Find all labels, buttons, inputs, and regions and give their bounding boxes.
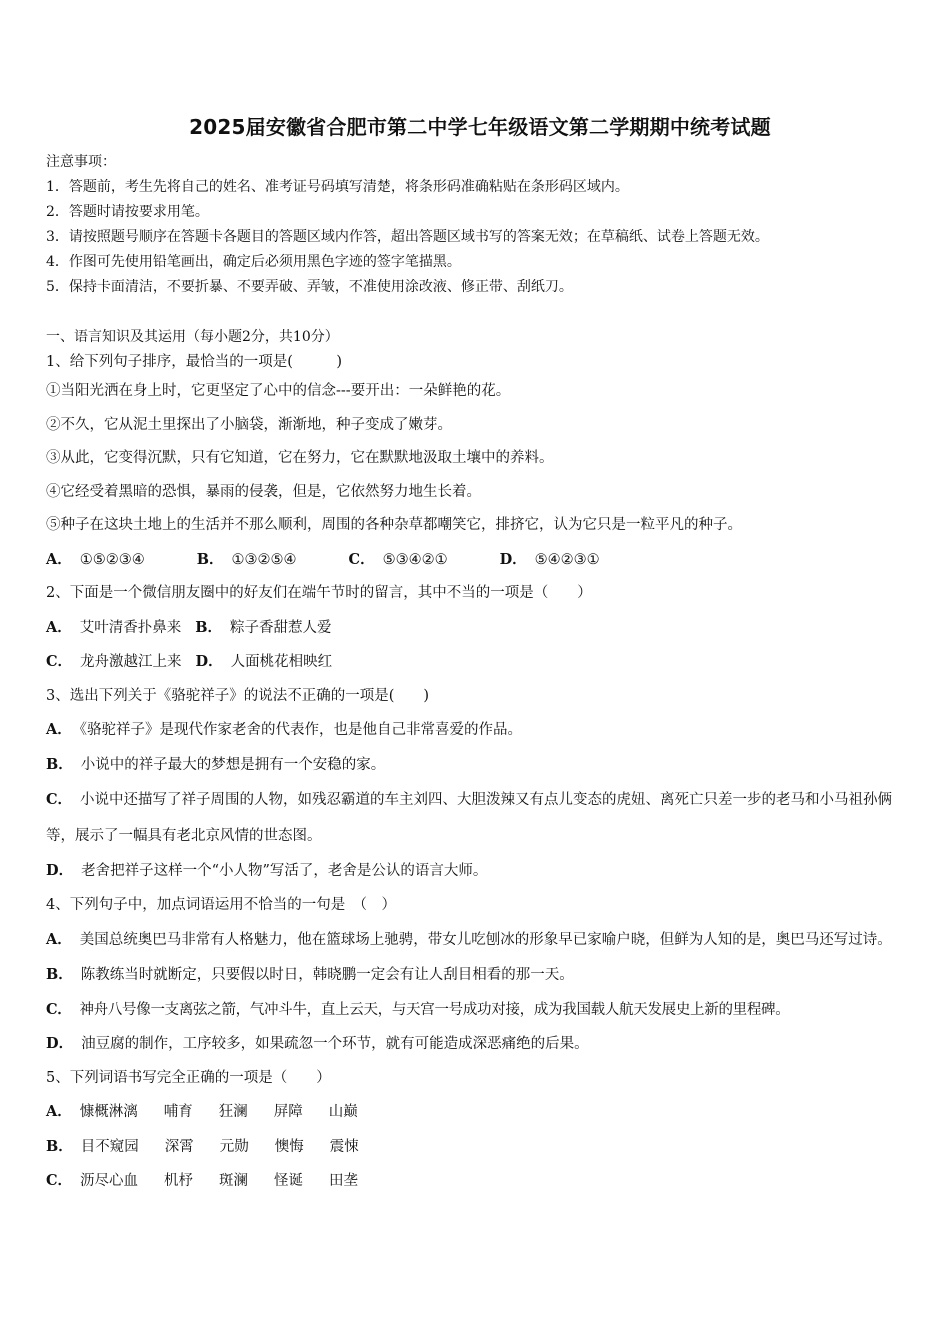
q1-choice-a[interactable]: A． ①⑤②③④: [46, 550, 145, 568]
q1-sentence: ⑤种子在这块土地上的生活并不那么顺利，周围的各种杂草都嘲笑它，排挤它，认为它只是一粒平凡的种子。: [46, 517, 742, 533]
word: 屏障: [273, 1104, 303, 1120]
q3-choice-b[interactable]: B． 小说中的祥子最大的梦想是拥有一个安稳的家。: [46, 755, 386, 773]
word: 元勋: [219, 1138, 249, 1155]
q1-choice-c[interactable]: C． ⑤③④②①: [348, 550, 448, 568]
q1-choice-b[interactable]: B． ①③②⑤④: [196, 550, 297, 568]
word: 山巅: [328, 1104, 358, 1120]
exam-page: [46, 112, 914, 1199]
question-2-stem: 2、下面是一个微信朋友圈中的好友们在端午节时的留言，其中不当的一项是（ ）: [46, 585, 592, 601]
q3-choice-a[interactable]: A． 《骆驼祥子》是现代作家老舍的代表作，也是他自己非常喜爱的作品。: [46, 721, 523, 738]
question-4-stem: 4、下列句子中，加点词语运用不恰当的一句是 （ ）: [46, 896, 396, 913]
q5-choice-b[interactable]: B． 目不窥园 深霄 元勋 懊悔 震悚: [46, 1130, 914, 1165]
notice-item: 2．答题时请按要求用笔。: [46, 204, 209, 220]
question-1-stem: 1、给下列句子排序，最恰当的一项是( ): [46, 354, 343, 370]
q4-choice-a[interactable]: A． 美国总统奥巴马非常有人格魅力，他在篮球场上驰骋，带女儿吃刨冰的形象早已家喻户晓，但鲜为人知的是，奥巴马还写过诗。: [46, 931, 892, 948]
q4-choice-b[interactable]: B． 陈教练当时就断定，只要假以时日，韩晓鹏一定会有让人刮目相看的那一天。: [46, 966, 574, 983]
q1-sentence: ①当阳光洒在身上时，它更坚定了心中的信念---要开出：一朵鲜艳的花。: [46, 383, 511, 399]
q1-sentence: ③从此，它变得沉默，只有它知道，它在努力，它在默默地汲取土壤中的养料。: [46, 450, 554, 466]
q2-choice-d[interactable]: D． 人面桃花相映红: [195, 653, 333, 670]
word: 田垄: [329, 1173, 359, 1189]
q1-sentence: ④它经受着黑暗的恐惧，暴雨的侵袭，但是，它依然努力地生长着。: [46, 483, 481, 500]
q2-choice-c[interactable]: C． 龙舟激越江上来: [46, 653, 182, 670]
notice-heading: 注意事项：: [46, 154, 116, 170]
word: 斑澜: [219, 1173, 249, 1189]
notice-item: 3．请按照题号顺序在答题卡各题目的答题区域内作答，超出答题区域书写的答案无效；在草稿纸、试卷上答题无效。: [46, 229, 769, 245]
q1-sentence: ②不久，它从泥土里探出了小脑袋，渐渐地，种子变成了嫩芽。: [46, 416, 452, 433]
q5-choice-a[interactable]: A． 慷概淋漓 哺育 狂澜 屏障 山巅: [46, 1095, 914, 1130]
question-3-stem: 3、选出下列关于《骆驼祥子》的说法不正确的一项是( ): [46, 687, 430, 704]
notice-block: [46, 150, 914, 300]
question-5-stem: 5、下列词语书写完全正确的一项是（ ）: [46, 1069, 331, 1086]
word: 哺育: [163, 1104, 193, 1120]
notice-item: 1．答题前，考生先将自己的姓名、准考证号码填写清楚，将条形码准确粘贴在条形码区域内。: [46, 179, 629, 195]
q2-choice-b[interactable]: B． 粽子香甜惹人爱: [195, 618, 332, 636]
word: 懊悔: [274, 1138, 304, 1155]
notice-item: 5．保持卡面清洁，不要折暴、不要弄破、弄皱，不准使用涂改液、修正带、刮纸刀。: [46, 279, 573, 295]
notice-item: 4．作图可先使用铅笔画出，确定后必须用黑色字迹的签字笔描黑。: [46, 254, 461, 270]
word: 沥尽心血: [80, 1173, 139, 1189]
word: 怪诞: [274, 1173, 304, 1189]
q4-choice-c[interactable]: C． 神舟八号像一支离弦之箭，气冲斗牛，直上云天，与天宫一号成功对接，成为我国载人航天发展史上新的里程碑。: [46, 1000, 790, 1018]
q2-choices-row-2: [46, 645, 914, 680]
q5-choice-c[interactable]: C． 沥尽心血 机杼 斑澜 怪诞 田垄: [46, 1164, 914, 1199]
section-heading: 一、语言知识及其运用（每小题2分，共10分）: [46, 329, 339, 345]
word: 机杼: [164, 1173, 194, 1189]
q3-choice-d[interactable]: D． 老舍把祥子这样一个“小人物”写活了，老舍是公认的语言大师。: [46, 862, 488, 879]
q2-choice-a[interactable]: A． 艾叶清香扑鼻来: [46, 618, 182, 636]
word: 狂澜: [218, 1104, 248, 1120]
q1-choices: [46, 543, 914, 578]
word: 深霄: [164, 1138, 194, 1155]
word: 目不窥园: [80, 1138, 139, 1155]
exam-title: 2025届安徽省合肥市第二中学七年级语文第二学期期中统考试题: [189, 115, 771, 139]
q1-choice-d[interactable]: D． ⑤④②③①: [499, 550, 600, 568]
q3-choice-c[interactable]: C． 小说中还描写了祥子周围的人物，如残忍霸道的车主刘四、大胆泼辣又有点儿变态的虎妞、离死亡只差一步的老马和小马祖孙俩等，展示了一幅具有老北京风情的世态图。: [46, 791, 893, 844]
q2-choices-row-1: [46, 611, 914, 646]
word: 慷概淋漓: [79, 1104, 138, 1120]
q4-choice-d[interactable]: D． 油豆腐的制作，工序较多，如果疏忽一个环节，就有可能造成深恶痛绝的后果。: [46, 1035, 589, 1052]
word: 震悚: [329, 1138, 359, 1155]
